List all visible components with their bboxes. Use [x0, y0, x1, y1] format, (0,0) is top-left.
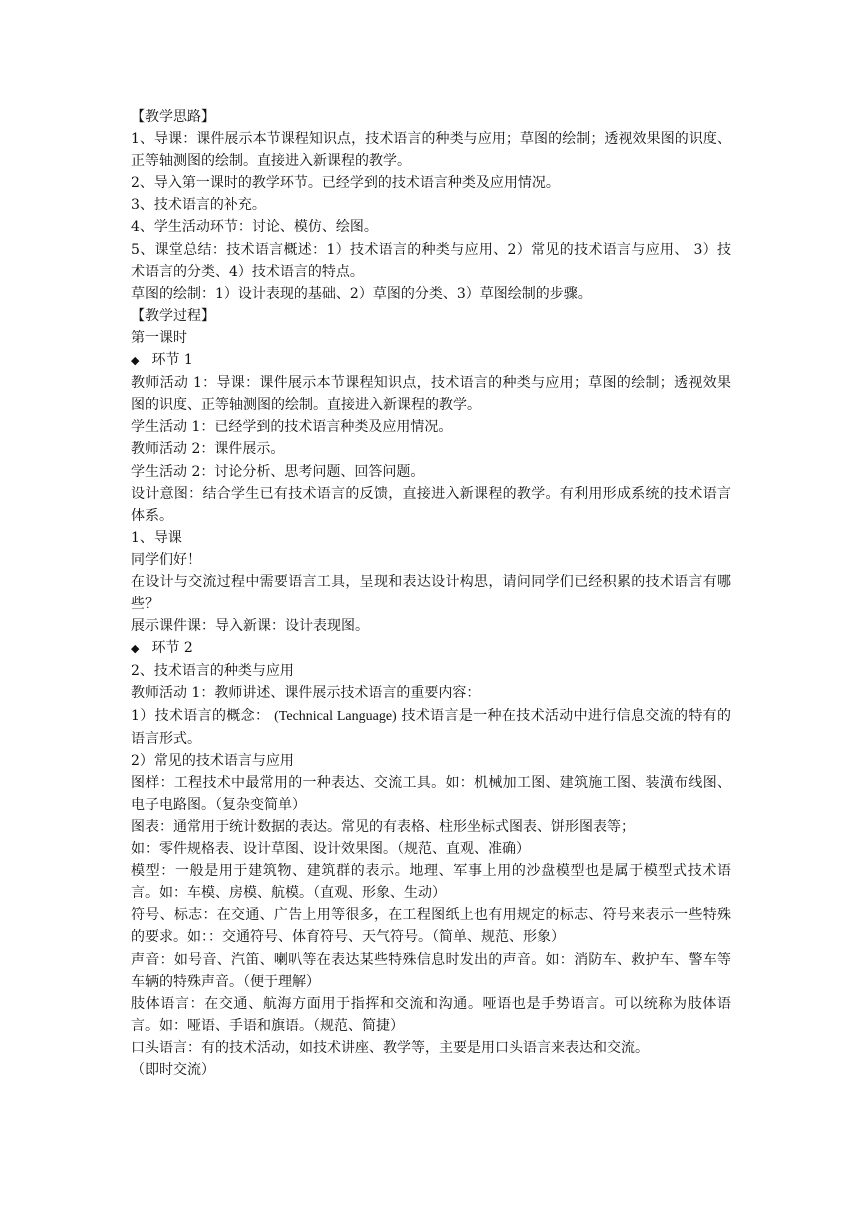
section-2-sound: 声音：如号音、汽笛、喇叭等在表达某些特殊信息时发出的声音。如：消防车、救护车、警车等车辆的特殊声音。（便于理解） — [131, 951, 731, 990]
thinking-item-5: 5、课堂总结：技术语言概述：1）技术语言的种类与应用、2）常见的技术语言与应用、 3）技术语言的分类、4）技术语言的特点。 — [131, 241, 731, 280]
heading-teaching-process: 【教学过程】 — [131, 307, 215, 324]
section-2-title — [131, 637, 731, 660]
section-2-oral-note: （即时交流） — [131, 1062, 215, 1079]
section-2-chart-examples: 如：零件规格表、设计草图、设计效果图。（规范、直观、准确） — [131, 841, 530, 858]
thinking-item-4: 4、学生活动环节：讨论、模仿、绘图。 — [131, 219, 378, 236]
section-2-teacher-activity-1: 教师活动 1：教师讲述、课件展示技术语言的重要内容： — [131, 685, 481, 702]
section-1-question: 在设计与交流过程中需要语言工具，呈现和表达设计构思，请问同学们已经积累的技术语言有哪些？ — [131, 573, 731, 613]
document-body — [131, 106, 731, 1081]
section-1-teacher-activity-2: 教师活动 2：课件展示。 — [131, 441, 285, 458]
section-2-body-language: 肢体语言：在交通、航海方面用于指挥和交流和沟通。哑语也是手势语言。可以统称为肢体语言。如：哑语、手语和旗语。（规范、简捷） — [131, 995, 731, 1034]
section-2-drawing: 图样：工程技术中最常用的一种表达、交流工具。如：机械加工图、建筑施工图、装潢布线图、电子电路图。（复杂变简单） — [131, 774, 731, 813]
section-1-title — [131, 349, 731, 372]
thinking-item-3: 3、技术语言的补充。 — [131, 197, 266, 214]
section-2-chart: 图表：通常用于统计数据的表达。常见的有表格、柱形坐标式图表、饼形图表等； — [131, 819, 635, 835]
thinking-item-1: 1、导课：课件展示本节课程知识点，技术语言的种类与应用；草图的绘制；透视效果图的识度、正等轴测图的绘制。直接进入新课程的教学。 — [131, 131, 731, 170]
concept-english-term: (Technical Language) — [274, 708, 397, 724]
lesson-one-label: 第一课时 — [131, 329, 187, 346]
section-2-common-languages: 2）常见的技术语言与应用 — [131, 752, 294, 769]
section-1-design-intent: 设计意图：结合学生已有技术语言的反馈，直接进入新课程的教学。有利用形成系统的技术语言体系。 — [131, 485, 731, 524]
thinking-item-2: 2、导入第一课时的教学环节。已经学到的技术语言种类及应用情况。 — [131, 175, 560, 192]
concept-label: 1）技术语言的概念： — [131, 707, 275, 724]
section-2-model: 模型：一般是用于建筑物、建筑群的表示。地理、军事上用的沙盘模型也是属于模型式技术语言。如：车模、房模、航模。（直观、形象、生动） — [131, 863, 731, 902]
section-1-show-courseware: 展示课件课：导入新课：设计表现图。 — [131, 618, 369, 635]
section-1-intro-title: 1、导课 — [131, 529, 182, 546]
diamond-bullet-icon: ◆ — [131, 354, 140, 368]
thinking-sketch: 草图的绘制：1）设计表现的基础、2）草图的分类、3）草图绘制的步骤。 — [131, 285, 592, 302]
section-2-symbol: 符号、标志：在交通、广告上用等很多，在工程图纸上也有用规定的标志、符号来表示一些特殊的要求。如：：交通符号、体育符号、天气符号。（简单、规范、形象） — [131, 907, 731, 946]
diamond-bullet-icon: ◆ — [131, 642, 140, 656]
section-2-label: 环节 2 — [151, 640, 193, 657]
section-1-label: 环节 1 — [151, 352, 193, 369]
section-2-concept — [131, 705, 731, 750]
section-2-oral-language: 口头语言：有的技术活动，如技术讲座、教学等，主要是用口头语言来表达和交流。 — [131, 1039, 649, 1056]
section-2-topic: 2、技术语言的种类与应用 — [131, 663, 294, 680]
section-1-student-activity-2: 学生活动 2：讨论分析、思考问题、回答问题。 — [131, 463, 425, 480]
section-1-student-activity-1: 学生活动 1：已经学到的技术语言种类及应用情况。 — [131, 419, 453, 436]
heading-teaching-thinking: 【教学思路】 — [131, 109, 215, 125]
concept-definition: 技术语言是一种在技术活动中进行信息交流的特有的语言形式。 — [131, 707, 732, 747]
section-1-greeting: 同学们好！ — [131, 551, 201, 568]
section-1-teacher-activity-1: 教师活动 1：导课：课件展示本节课程知识点，技术语言的种类与应用；草图的绘制；透视效果图的识度、正等轴测图的绘制。直接进入新课程的教学。 — [131, 375, 731, 414]
